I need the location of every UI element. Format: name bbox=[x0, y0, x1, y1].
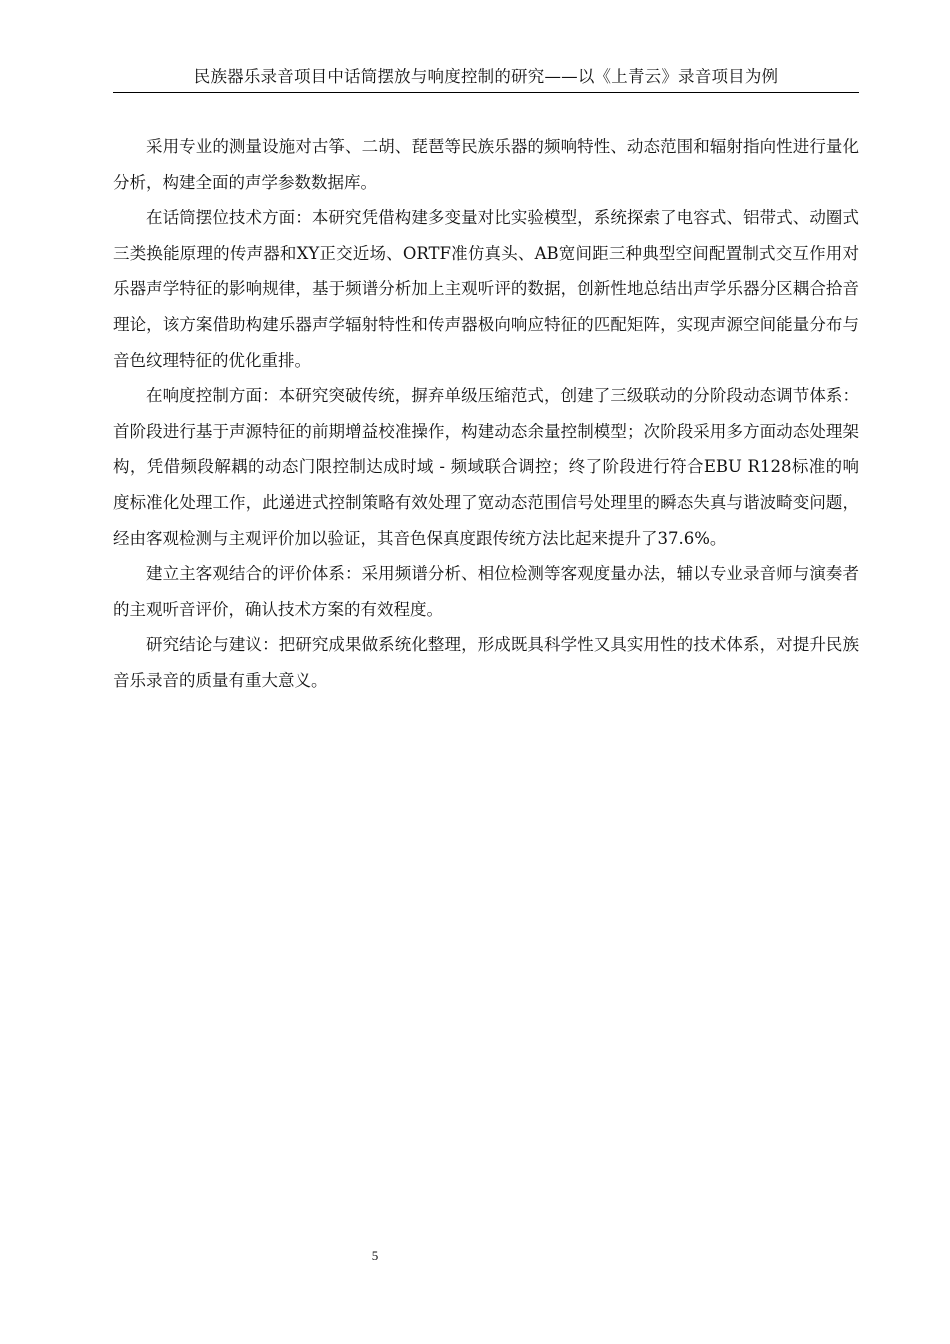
page-number: 5 bbox=[371, 1248, 379, 1263]
paragraph-microphone-placement: 在话筒摆位技术方面：本研究凭借构建多变量对比实验模型，系统探索了电容式、铝带式、动圈式三类换能原理的传声器和XY正交近场、ORTF准仿真头、AB宽间距三种典型空间配置制式交互作用对乐器声学特征的影响规律，基于频谱分析加上主观听评的数据，创新性地总结出声学乐器分区耦合拾音理论，该方案借助构建乐器声学辐射特性和传声器极向响应特征的匹配矩阵，实现声源空间能量分布与音色纹理特征的优化重排。 bbox=[113, 208, 859, 370]
paragraph-evaluation-system: 建立主客观结合的评价体系：采用频谱分析、相位检测等客观度量办法，辅以专业录音师与演奏者的主观听音评价，确认技术方案的有效程度。 bbox=[113, 564, 859, 619]
running-header bbox=[113, 62, 859, 93]
body-text bbox=[113, 129, 859, 699]
running-header-title: 民族器乐录音项目中话筒摆放与响度控制的研究——以《上青云》录音项目为例 bbox=[193, 67, 779, 86]
paragraph-acoustic-measurement: 采用专业的测量设施对古筝、二胡、琵琶等民族乐器的频响特性、动态范围和辐射指向性进行量化分析，构建全面的声学参数数据库。 bbox=[113, 137, 859, 192]
paragraph-conclusion: 研究结论与建议：把研究成果做系统化整理，形成既具科学性又具实用性的技术体系，对提升民族音乐录音的质量有重大意义。 bbox=[113, 635, 859, 690]
paragraph-loudness-control: 在响度控制方面：本研究突破传统，摒弃单级压缩范式，创建了三级联动的分阶段动态调节体系：首阶段进行基于声源特征的前期增益校准操作，构建动态余量控制模型；次阶段采用多方面动态处理架构，凭借频段解耦的动态门限控制达成时域 - 频域联合调控；终了阶段进行符合EBU R128标准的响度标准化处理工作，此递进式控制策略有效处理了宽动态范围信号处理里的瞬态失真与谐波畸变问题，经由客观检测与主观评价加以验证，其音色保真度跟传统方法比起来提升了37.6%。 bbox=[113, 386, 859, 548]
